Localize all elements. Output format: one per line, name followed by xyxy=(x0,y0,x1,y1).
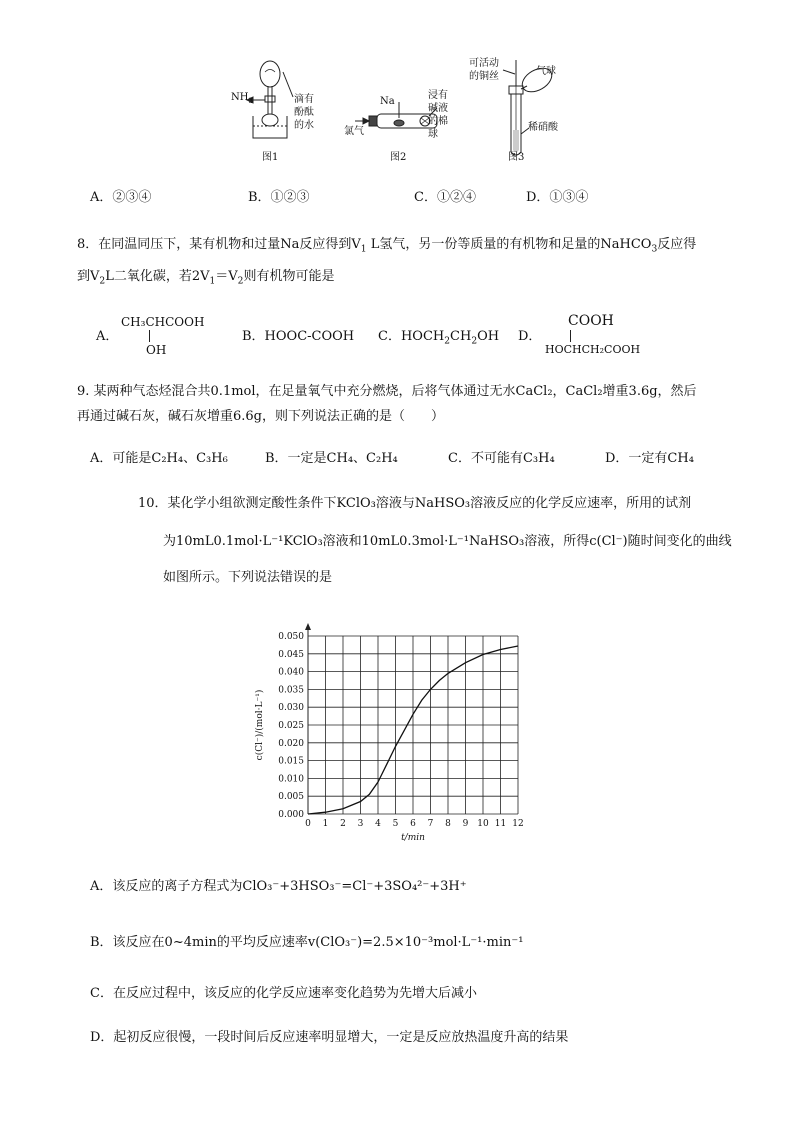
x-tick-label: 9 xyxy=(462,819,469,829)
q8-option-c: C．$HOCH_2CH_2OH$ xyxy=(378,329,500,347)
q8-option-d-formula-top: COOH xyxy=(568,313,614,329)
x-tick-label: 11 xyxy=(494,819,507,829)
y-tick-label: 0.040 xyxy=(278,667,304,678)
x-tick-label: 3 xyxy=(357,819,364,829)
q8-option-d-label: D． xyxy=(518,329,542,344)
q10-stem-line1: 10．某化学小组欲测定酸性条件下KClO₃溶液与NaHSO₃溶液反应的化学反应速率，所用的试剂 xyxy=(138,496,692,511)
q7-option-d: D．①③④ xyxy=(526,190,589,205)
x-tick-label: 8 xyxy=(445,819,451,829)
q10-stem-line3: 如图所示。下列说法错误的是 xyxy=(163,570,333,585)
q8-option-d-formula-bottom: HOCHCH₂COOH xyxy=(545,343,641,356)
fig1-water-label-2: 酚酞 xyxy=(294,107,314,118)
y-axis-label: c(Cl⁻)/(mol·L⁻¹) xyxy=(255,689,265,761)
y-tick-label: 0.005 xyxy=(278,792,304,803)
q10-stem-line2: 为10mL0.1mol·L⁻¹KClO₃溶液和10mL0.3mol·L⁻¹NaHSO₃溶液，所得c(Cl⁻)随时间变化的曲线 xyxy=(163,534,732,549)
fig1-apparatus xyxy=(247,61,293,138)
q10-option-b: B．该反应在0~4min的平均反应速率v(ClO₃⁻)=2.5×10⁻³mol·L⁻¹·min⁻¹ xyxy=(90,935,524,950)
fig2-cotton-label-1: 浸有 xyxy=(428,90,448,101)
q9-stem-line2: 再通过碱石灰，碱石灰增重6.6g，则下列说法正确的是（ ） xyxy=(77,409,444,424)
fig2-cotton-label-3: 的棉 xyxy=(428,116,448,127)
fig2-cotton-label-2: 碱液 xyxy=(428,103,448,114)
x-axis-label: t/min xyxy=(401,833,425,843)
q8-option-d-bond xyxy=(570,330,571,342)
fig2-na-label: Na xyxy=(380,96,395,107)
fig2-apparatus xyxy=(355,102,437,128)
x-tick-label: 1 xyxy=(322,819,329,829)
fig2-chlorine-label: 氯气 xyxy=(344,126,364,137)
q7-option-c: C．①②④ xyxy=(414,190,476,205)
fig3-balloon-label: 气球 xyxy=(536,66,556,77)
q8-option-a-formula-bottom: OH xyxy=(146,343,167,357)
x-tick-label: 2 xyxy=(340,819,346,829)
fig3-acid-label: 稀硝酸 xyxy=(528,122,558,133)
x-tick-label: 10 xyxy=(477,819,489,829)
q8-option-a-formula-top: CH₃CHCOOH xyxy=(121,315,205,329)
y-tick-label: 0.045 xyxy=(278,649,304,660)
fig3-wire-label-1: 可活动 xyxy=(469,58,499,69)
y-tick-label: 0.015 xyxy=(278,756,304,767)
x-tick-label: 7 xyxy=(427,819,434,829)
q9-stem-line1: 9. 某两种气态烃混合共0.1mol，在足量氧气中充分燃烧，后将气体通过无水CaCl₂，CaCl₂增重3.6g，然后 xyxy=(77,384,697,399)
q8-stem-line1: 8．在同温同压下，某有机物和过量Na反应得到$V_1$ L氢气，另一份等质量的有机物和足量的NaHCO$_3$反应得 xyxy=(77,237,697,255)
q8-stem-line2: 到$V_2L$二氧化碳，若$2V_1=V_2$则有机物可能是 xyxy=(77,269,335,287)
q9-option-d: D．一定有CH₄ xyxy=(605,451,694,466)
fig2-cotton-label-4: 球 xyxy=(428,129,438,140)
q8-option-b: B．HOOC-COOH xyxy=(242,329,355,344)
fig2-caption: 图2 xyxy=(390,152,407,163)
y-tick-label: 0.030 xyxy=(278,703,304,714)
x-tick-label: 0 xyxy=(305,819,311,829)
q7-option-b: B．①②③ xyxy=(248,190,310,205)
x-tick-label: 4 xyxy=(375,819,381,829)
q9-option-b: B．一定是CH₄、C₂H₄ xyxy=(265,451,398,466)
y-tick-label: 0.050 xyxy=(278,632,304,642)
y-tick-label: 0.020 xyxy=(278,738,304,749)
x-tick-label: 5 xyxy=(392,819,399,829)
q10-option-a: A．该反应的离子方程式为ClO₃⁻+3HSO₃⁻=Cl⁻+3SO₄²⁻+3H⁺ xyxy=(90,879,467,894)
y-axis-arrow xyxy=(305,623,311,630)
q9-option-a: A．可能是C₂H₄、C₃H₆ xyxy=(90,451,228,466)
fig1-water-label-1: 滴有 xyxy=(294,94,314,105)
x-tick-label: 12 xyxy=(512,819,524,829)
y-tick-label: 0.010 xyxy=(278,774,304,785)
q8-option-a-label: A． xyxy=(96,329,119,344)
concentration-time-chart xyxy=(250,622,540,850)
q10-option-c: C．在反应过程中，该反应的化学反应速率变化趋势为先增大后减小 xyxy=(90,986,477,1001)
q10-option-d: D．起初反应很慢，一段时间后反应速率明显增大，一定是反应放热温度升高的结果 xyxy=(90,1030,569,1045)
y-tick-label: 0.035 xyxy=(278,685,304,696)
fig1-caption: 图1 xyxy=(262,152,279,163)
fig1-nh3-label: $NH_3$ xyxy=(231,92,253,105)
fig3-wire-label-2: 的铜丝 xyxy=(469,71,499,82)
q7-option-a: A．②③④ xyxy=(90,190,152,205)
q8-option-a-bond xyxy=(149,330,150,342)
y-tick-label: 0.025 xyxy=(278,721,304,731)
q9-option-c: C．不可能有C₃H₄ xyxy=(448,451,555,466)
y-tick-label: 0.000 xyxy=(278,810,304,820)
x-tick-label: 6 xyxy=(410,819,416,829)
fig3-caption: 图3 xyxy=(508,152,525,163)
fig1-water-label-3: 的水 xyxy=(294,120,314,131)
